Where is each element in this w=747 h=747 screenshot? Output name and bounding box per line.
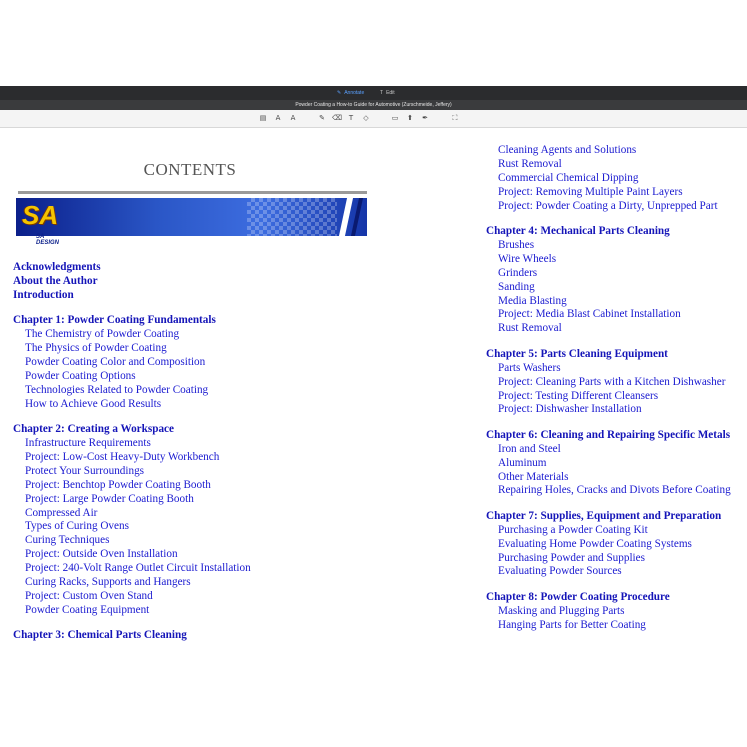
text-tool-icon[interactable]: T — [348, 114, 354, 122]
stamp-icon[interactable]: ⬆ — [407, 114, 413, 122]
toc-link[interactable]: Media Blasting — [498, 294, 567, 307]
toc-link[interactable]: Sanding — [498, 280, 535, 293]
toc-link[interactable]: Repairing Holes, Cracks and Divots Before Coating — [498, 484, 731, 497]
checker-pattern — [247, 198, 337, 236]
banner-stripe-dark — [351, 198, 363, 236]
toc-link[interactable]: Technologies Related to Powder Coating — [25, 383, 209, 396]
toc-link[interactable]: The Chemistry of Powder Coating — [25, 328, 180, 341]
toc-link[interactable]: Infrastructure Requirements — [25, 436, 151, 449]
highlight-icon[interactable]: A — [275, 114, 281, 122]
toc-link[interactable]: Project: Removing Multiple Paint Layers — [498, 185, 683, 198]
fullscreen-icon[interactable]: ⛶ — [452, 114, 458, 122]
chapter-heading[interactable]: Chapter 5: Parts Cleaning Equipment — [486, 347, 668, 360]
strikethrough-icon[interactable]: A — [290, 114, 296, 122]
toc-link[interactable]: Purchasing a Powder Coating Kit — [498, 523, 648, 536]
toc-link[interactable]: Protect Your Surroundings — [25, 464, 145, 477]
header-banner — [16, 198, 367, 236]
chapter-heading[interactable]: Chapter 2: Creating a Workspace — [13, 423, 174, 436]
edit-label: Edit — [386, 90, 395, 96]
toc-link[interactable]: Rust Removal — [498, 322, 562, 335]
toc-link[interactable]: The Physics of Powder Coating — [25, 342, 167, 355]
toc-link[interactable]: Compressed Air — [25, 506, 98, 519]
toc-link[interactable]: Brushes — [498, 238, 535, 251]
mode-bar — [0, 86, 747, 100]
annotate-mode-button[interactable] — [337, 90, 364, 96]
toc-link[interactable]: Acknowledgments — [13, 261, 101, 273]
toc-link[interactable]: Project: 240-Volt Range Outlet Circuit Installation — [25, 562, 251, 575]
eraser-icon[interactable]: ⌫ — [332, 114, 342, 122]
toc-link[interactable]: Masking and Plugging Parts — [498, 604, 625, 617]
toc-link[interactable]: Powder Coating Equipment — [25, 603, 150, 616]
toc-link[interactable]: About the Author — [13, 274, 98, 287]
toc-link[interactable]: How to Achieve Good Results — [25, 397, 162, 410]
toc-link[interactable]: Evaluating Powder Sources — [498, 565, 622, 578]
logo-subtext: SA DESIGN — [36, 234, 60, 246]
toc-link[interactable]: Cleaning Agents and Solutions — [498, 144, 637, 156]
chapter-heading[interactable]: Chapter 8: Powder Coating Procedure — [486, 590, 670, 603]
toc-link[interactable]: Parts Washers — [498, 361, 561, 374]
toc-link[interactable]: Project: Media Blast Cabinet Installation — [498, 308, 681, 321]
toc-link[interactable]: Project: Testing Different Cleansers — [498, 389, 659, 402]
divider — [18, 191, 367, 194]
toc-link[interactable]: Introduction — [13, 288, 74, 301]
toc-link[interactable]: Grinders — [498, 266, 538, 279]
page-title: CONTENTS — [143, 160, 237, 179]
publisher-logo — [16, 198, 68, 244]
toc-link[interactable]: Purchasing Powder and Supplies — [498, 551, 645, 564]
signature-icon[interactable]: ✒ — [422, 114, 428, 122]
chapter-heading[interactable]: Chapter 1: Powder Coating Fundamentals — [13, 314, 216, 327]
comment-icon[interactable]: ▭ — [391, 114, 399, 122]
pencil-icon[interactable]: ✎ — [319, 114, 325, 122]
logo-mark: SA — [22, 200, 59, 230]
annotate-label: Annotate — [344, 90, 365, 96]
edit-mode-button[interactable] — [380, 90, 395, 96]
toc-link[interactable]: Project: Powder Coating a Dirty, Unprepped Part — [498, 199, 718, 212]
toc-link[interactable]: Project: Benchtop Powder Coating Booth — [25, 478, 211, 491]
text-select-icon[interactable]: ▤ — [259, 114, 267, 122]
text-edit-icon: T — [380, 90, 384, 96]
toc-link[interactable]: Project: Cleaning Parts with a Kitchen Dishwasher — [498, 375, 726, 388]
banner-stripe — [339, 198, 353, 236]
annotation-toolbar — [0, 110, 747, 128]
window-title: Powder Coating a How-to Guide for Automotive (Zurschmeide, Jeffery) — [0, 100, 747, 110]
toc-link[interactable]: Iron and Steel — [498, 442, 561, 455]
toc-right-column — [486, 144, 731, 633]
toc-link[interactable]: Types of Curing Ovens — [25, 520, 129, 533]
toc-link[interactable]: Other Materials — [498, 470, 569, 483]
toc-left-column — [13, 261, 251, 643]
toc-link[interactable]: Project: Low-Cost Heavy-Duty Workbench — [25, 450, 220, 463]
toc-link[interactable]: Evaluating Home Powder Coating Systems — [498, 537, 692, 550]
toc-link[interactable]: Wire Wheels — [498, 252, 557, 265]
toc-link[interactable]: Hanging Parts for Better Coating — [498, 618, 646, 631]
document-page — [0, 128, 747, 747]
toc-link[interactable]: Curing Racks, Supports and Hangers — [25, 576, 191, 589]
toc-link[interactable]: Powder Coating Options — [25, 369, 136, 382]
chapter-heading[interactable]: Chapter 6: Cleaning and Repairing Specific Metals — [486, 428, 731, 441]
toc-link[interactable]: Project: Custom Oven Stand — [25, 589, 153, 602]
toc-link[interactable]: Project: Large Powder Coating Booth — [25, 492, 194, 505]
toc-link[interactable]: Rust Removal — [498, 157, 562, 170]
toc-link[interactable]: Curing Techniques — [25, 534, 110, 547]
toc-link[interactable]: Project: Dishwasher Installation — [498, 403, 642, 416]
chapter-heading[interactable]: Chapter 4: Mechanical Parts Cleaning — [486, 225, 670, 238]
chapter-heading[interactable]: Chapter 7: Supplies, Equipment and Preparation — [486, 509, 722, 522]
toc-link[interactable]: Aluminum — [498, 456, 547, 469]
chapter-heading[interactable]: Chapter 3: Chemical Parts Cleaning — [13, 629, 187, 642]
shapes-icon[interactable]: ◇ — [363, 114, 369, 122]
toc-link[interactable]: Commercial Chemical Dipping — [498, 171, 639, 184]
pencil-mode-icon: ✎ — [337, 90, 342, 96]
toc-link[interactable]: Powder Coating Color and Composition — [25, 355, 206, 368]
toc-link[interactable]: Project: Outside Oven Installation — [25, 548, 178, 561]
